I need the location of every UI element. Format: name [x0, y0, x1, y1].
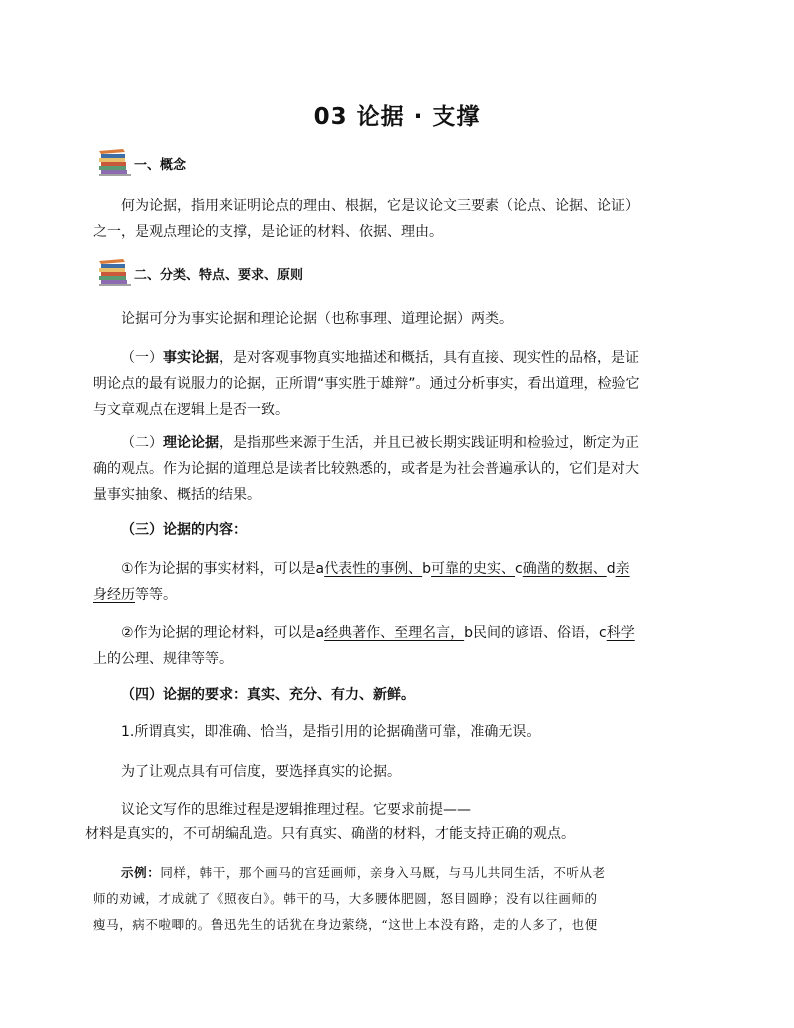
underlined-text: 身经历: [93, 587, 135, 603]
paragraph-example-line2: 师的劝诫，才成就了《照夜白》。韩干的马，大多腰体肥圆，怒目圆睁；没有以往画师的: [93, 891, 598, 906]
paragraph-theory-line1: [93, 430, 731, 456]
text-run: ，是指那些来源于生活，并且已被长期实践证明和检验过，断定为正: [219, 435, 639, 451]
paragraph-content-item1-line1: [93, 556, 731, 582]
term-fact-evidence: 事实论据: [163, 350, 219, 366]
item-number: （一）: [121, 350, 163, 366]
section-heading-label: 一、概念: [134, 158, 187, 173]
text-run: 同样，韩干，那个画马的宫廷画师，亲身入马厩，与马儿共同生活，不听从老: [160, 865, 606, 880]
section-heading-label: 二、分类、特点、要求、原则: [134, 268, 304, 283]
underlined-text: 确凿的数据、: [522, 561, 607, 577]
paragraph-requirement-1: 1.所谓真实，即准确、恰当，是指引用的论据确凿可靠，准确无误。: [121, 724, 541, 740]
page-title: 03 论据 · 支撑: [313, 104, 481, 130]
paragraph-theory-line3: 量事实抽象、概括的结果。: [93, 487, 261, 503]
text-run: ，是对客观事物真实地描述和概括，具有直接、现实性的品格，是证: [219, 350, 639, 366]
paragraph-example-line1: [93, 860, 731, 886]
paragraph-fact-line1: [93, 345, 731, 371]
paragraph-content-item2-line1: [93, 620, 731, 646]
text-run: b: [422, 561, 432, 577]
term-theory-evidence: 理论论据: [163, 435, 219, 451]
books-stack-icon: [93, 148, 133, 176]
paragraph-fact-line3: 与文章观点在逻辑上是否一致。: [93, 402, 289, 418]
paragraph-classification: 论据可分为事实论据和理论论据（也称事理、道理论据）两类。: [121, 311, 513, 327]
underlined-text: 经典著作、至理名言，: [324, 625, 465, 641]
item-number: （二）: [121, 435, 163, 451]
example-label: 示例：: [121, 865, 161, 880]
subheading-content: （三）论据的内容：: [121, 522, 247, 538]
paragraph-requirement-3a: 议论文写作的思维过程是逻辑推理过程。它要求前提——: [121, 802, 471, 818]
paragraph-content-item1-line2: [93, 582, 703, 608]
paragraph-concept-line1: 何为论据，指用来证明论点的理由、根据，它是议论文三要素（论点、论据、论证）: [121, 198, 639, 214]
paragraph-fact-line2: 明论点的最有说服力的论据，正所谓“事实胜于雄辩”。通过分析事实，看出道理，检验它: [93, 376, 640, 392]
text-run: 等等。: [135, 587, 177, 603]
paragraph-concept-line2: 之一，是观点理论的支撑，是论证的材料、依据、理由。: [93, 224, 443, 240]
underlined-text: 科学: [606, 625, 635, 641]
text-run: c: [515, 561, 523, 577]
subheading-requirements: （四）论据的要求：真实、充分、有力、新鲜。: [121, 687, 415, 703]
paragraph-example-line3: 瘦马，病不啦唧的。鲁迅先生的话犹在身边萦绕，“这世上本没有路，走的人多了，也便: [93, 917, 598, 932]
books-stack-icon: [93, 258, 133, 286]
text-run: b民间的谚语、俗语，c: [464, 625, 607, 641]
paragraph-requirement-3b: 材料是真实的，不可胡编乱造。只有真实、确凿的材料，才能支持正确的观点。: [85, 826, 575, 842]
underlined-text: 亲: [615, 561, 630, 577]
underlined-text: 代表性的事例、: [324, 561, 423, 577]
text-run: d: [606, 561, 616, 577]
text-run: ①作为论据的事实材料，可以是a: [121, 561, 325, 577]
paragraph-theory-line2: 确的观点。作为论据的道理总是读者比较熟悉的，或者是为社会普遍承认的，它们是对大: [93, 461, 639, 477]
paragraph-content-item2-line2: 上的公理、规律等等。: [93, 651, 233, 667]
underlined-text: 可靠的史实、: [431, 561, 516, 577]
paragraph-requirement-2: 为了让观点具有可信度，要选择真实的论据。: [121, 764, 401, 780]
text-run: ②作为论据的理论材料，可以是a: [121, 625, 325, 641]
